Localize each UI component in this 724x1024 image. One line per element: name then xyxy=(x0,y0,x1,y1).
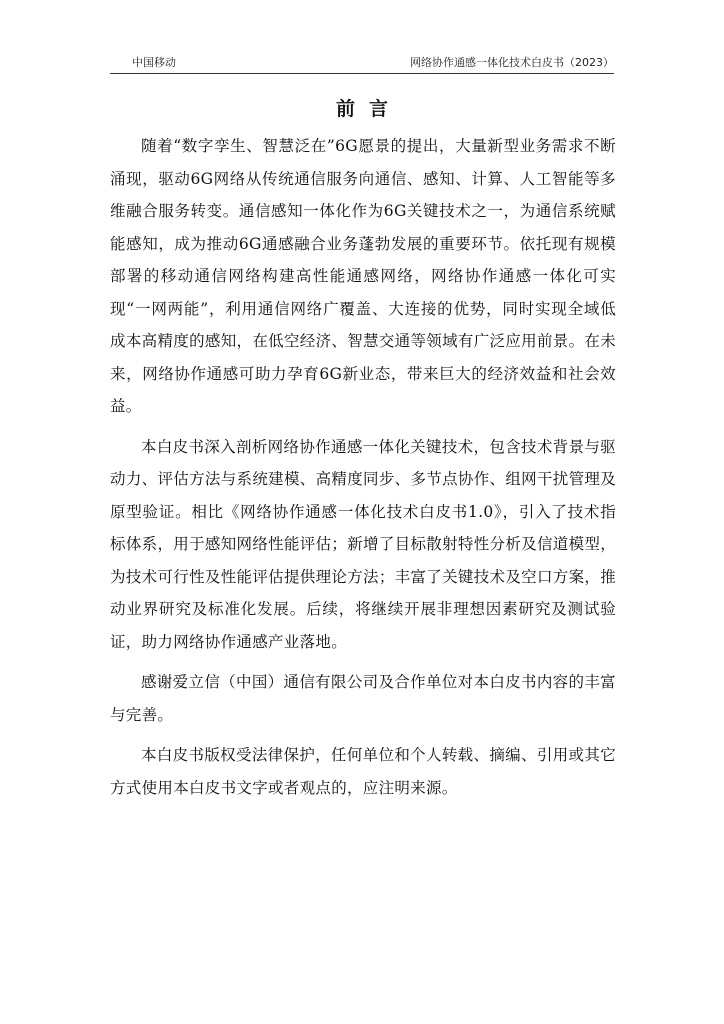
paragraph-contents: 本白皮书深入剖析网络协作通感一体化关键技术，包含技术背景与驱动力、评估方法与系统建模、高精度同步、多节点协作、组网干扰管理及原型验证。相比《网络协作通感一体化技术白皮书1.0》，引入了技术指标体系，用于感知网络性能评估；新增了目标散射特性分析及信道模型，为技术可行性及性能评估提供理论方法；丰富了关键技术及空口方案，推动业界研究及标准化发展。后续，将继续开展非理想因素研究及测试验证，助力网络协作通感产业落地。 xyxy=(110,437,616,651)
paragraph-acknowledgement: 感谢爱立信（中国）通信有限公司及合作单位对本白皮书内容的丰富与完善。 xyxy=(110,673,616,724)
page-title: 前言 xyxy=(335,98,402,120)
header-organization: 中国移动 xyxy=(132,56,176,69)
preface-body xyxy=(110,130,616,812)
page-header xyxy=(110,54,614,72)
paragraph-vision: 随着“数字孪生、智慧泛在”6G愿景的提出，大量新型业务需求不断涌现，驱动6G网络从传统通信服务向通信、感知、计算、人工智能等多维融合服务转变。通信感知一体化作为6G关键技术之一，为通信系统赋能感知，成为推动6G通感融合业务蓬勃发展的重要环节。依托现有规模部署的移动通信网络构建高性能通感网络，网络协作通感一体化可实现“一网两能”，利用通信网络广覆盖、大连接的优势，同时实现全域低成本高精度的感知，在低空经济、智慧交通等领域有广泛应用前景。在未来，网络协作通感可助力孕育6G新业态，带来巨大的经济效益和社会效益。 xyxy=(110,137,616,415)
header-document-title: 网络协作通感一体化技术白皮书（2023） xyxy=(410,56,614,69)
paragraph-copyright: 本白皮书版权受法律保护，任何单位和个人转载、摘编、引用或其它方式使用本白皮书文字或者观点的，应注明来源。 xyxy=(110,746,616,797)
header-divider xyxy=(110,73,614,74)
